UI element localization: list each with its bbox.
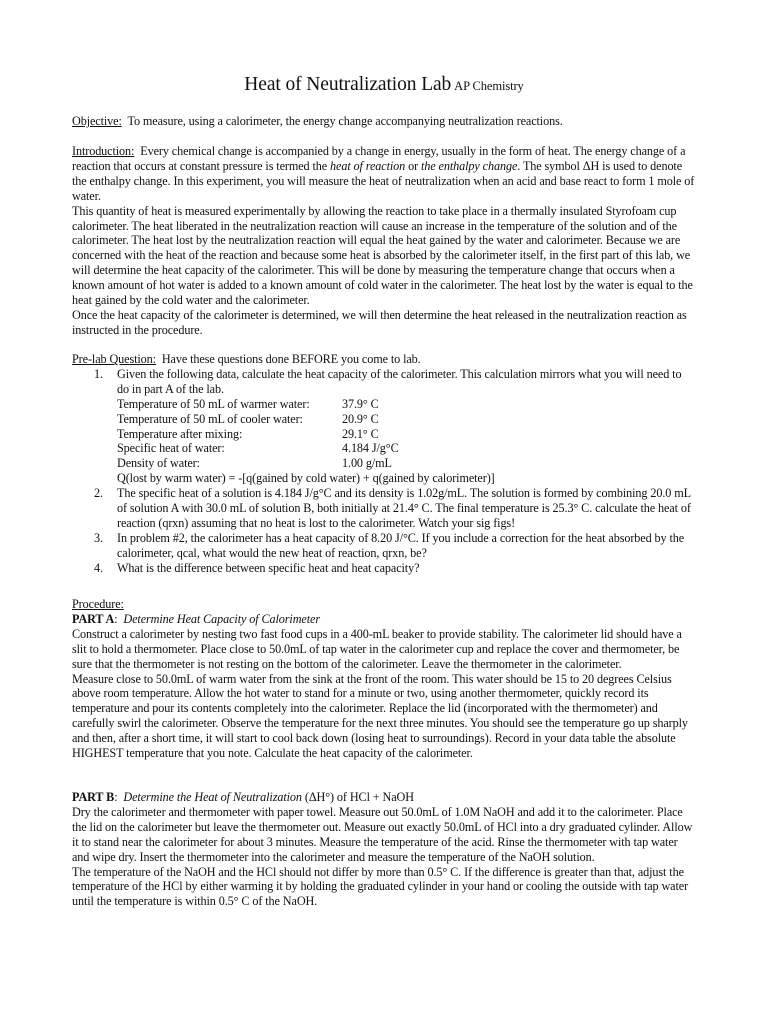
procedure-section	[72, 597, 696, 761]
part-b-suffix: (ΔH°) of HCl + NaOH	[304, 790, 414, 804]
intro-paragraph-3: Once the heat capacity of the calorimeter is determined, we will then determine the heat released in the neutralization reaction as instructed in the procedure.	[72, 307, 687, 337]
intro-paragraph-1	[72, 144, 696, 204]
question-number: 2.	[94, 486, 103, 501]
question-number: 1.	[94, 367, 103, 381]
question-number: 4.	[94, 560, 103, 575]
part-a-paragraph-1: Construct a calorimeter by nesting two fast food cups in a 400-mL beaker to provide stability. The calorimeter lid should have a slit to hold a thermometer. Place close to 50.0mL of tap water in the calorimeter cup and replace the cover and thermometer, be sure that the thermometer is not resting on the bottom of the calorimeter. Leave the thermometer in the calorimeter.	[72, 626, 682, 671]
title-main: Heat of Neutralization Lab	[244, 74, 452, 95]
data-value: 4.184 J/g°C	[342, 441, 399, 456]
calorimeter-formula: Q(lost by warm water) = -[q(gained by cold water) + q(gained by calorimeter)]	[117, 471, 495, 486]
data-value: 1.00 g/mL	[342, 456, 392, 471]
data-value: 29.1° C	[342, 426, 379, 441]
data-label: Temperature of 50 mL of warmer water:	[117, 396, 310, 411]
data-row	[72, 412, 696, 427]
data-value: 37.9° C	[342, 396, 379, 411]
introduction-label: Introduction:	[72, 144, 135, 158]
prelab-heading	[72, 352, 696, 367]
intro-paragraph-2: This quantity of heat is measured experimentally by allowing the reaction to take place in a thermally insulated Styrofoam cup calorimeter. The heat liberated in the neutralization reaction will cause an increase in the temperature of the solution and of the calorimeter. The heat lost by the neutralization reaction will equal the heat gained by the water and calorimeter. Because we are concerned with the heat of the reaction and because some heat is absorbed by the calorimeter itself, in the first part of this lab, we will determine the heat capacity of the calorimeter. This will be done by measuring the temperature change that occurs when a known amount of hot water is added to a known amount of cold water in the calorimeter. The heat lost by the water is equal to the heat gained by the cold water and the calorimeter.	[72, 203, 693, 308]
data-label: Density of water:	[117, 456, 200, 471]
data-label: Specific heat of water:	[117, 441, 225, 456]
prelab-label: Pre-lab Question:	[72, 352, 156, 366]
data-value: 20.9° C	[342, 411, 379, 426]
procedure-label: Procedure:	[72, 597, 124, 611]
prelab-question-2	[72, 486, 696, 531]
document-page	[72, 0, 696, 1024]
part-b-paragraph-1: Dry the calorimeter and thermometer with paper towel. Measure out 50.0mL of 1.0M NaOH and add it to the calorimeter. Place the lid on the calorimeter but leave the thermometer out. Measure out exactly 50.0mL of HCl into a dry graduated cylinder. Allow it to stand near the calorimeter for about 3 minutes. Measure the temperature of the acid. Rinse the thermometer with tap water and wipe dry. Insert the thermometer into the calorimeter and measure the temperature of the NaOH solution.	[72, 804, 693, 864]
intro-term-enthalpy-change: the enthalpy change	[421, 158, 518, 173]
part-a-heading: PART A: Determine Heat Capacity of Calorimeter	[72, 611, 320, 626]
intro-p1-or: or	[405, 158, 422, 173]
part-b-label: PART B	[72, 790, 115, 804]
question-text: The specific heat of a solution is 4.184 J/g°C and its density is 1.02g/mL. The solution is formed by combining 20.0 mL of solution A with 30.0 mL of solution B, both initially at 21.4° C. The final temperature is 25.3° C. calculate the heat of reaction (qrxn) assuming that no heat is lost to the calorimeter. Watch your sig figs!	[117, 486, 691, 530]
question-number: 3.	[94, 530, 103, 545]
data-label: Temperature after mixing:	[117, 426, 243, 441]
part-b-title: Determine the Heat of Neutralization	[123, 790, 302, 804]
objective-label: Objective:	[72, 114, 122, 128]
question-text: Given the following data, calculate the heat capacity of the calorimeter. This calculation mirrors what you will need to do in part A of the lab.	[117, 367, 682, 396]
part-b-section	[72, 790, 696, 909]
question-text: What is the difference between specific heat and heat capacity?	[117, 560, 420, 575]
intro-p1-text-a: Every chemical change is accompanied by a change in energy, usually in the form of heat. The energy change of a reaction that occurs at constant pressure is termed the	[72, 144, 686, 173]
prelab-question-1	[72, 367, 696, 397]
objective-text: To measure, using a calorimeter, the energy change accompanying neutralization reactions.	[127, 114, 563, 128]
part-a-label: PART A	[72, 611, 115, 626]
data-row	[72, 427, 696, 442]
prelab-question-3	[72, 531, 696, 561]
introduction-section	[72, 144, 696, 338]
data-row	[72, 456, 696, 471]
part-b-heading: PART B: Determine the Heat of Neutralization (ΔH°) of HCl + NaOH	[72, 790, 414, 804]
question-text: In problem #2, the calorimeter has a heat capacity of 8.20 J/°C. If you include a correction for the heat absorbed by the calorimeter, qcal, what would the new heat of reaction, qrxn, be?	[117, 530, 685, 560]
data-label: Temperature of 50 mL of cooler water:	[117, 411, 303, 426]
part-a-paragraph-2: Measure close to 50.0mL of warm water from the sink at the front of the room. This water should be 15 to 20 degrees Celsius above room temperature. Allow the hot water to stand for a minute or two, using another thermometer, quickly record its temperature and pour its contents completely into the calorimeter. Replace the lid (incorporated with the thermometer) and carefully swirl the calorimeter. Observe the temperature for the next three minutes. You should see the temperature go up sharply and then, after a short time, it will start to cool back down (losing heat to surroundings). Record in your data table the absolute HIGHEST temperature that you note. Calculate the heat capacity of the calorimeter.	[72, 671, 688, 761]
title-subtitle: AP Chemistry	[454, 79, 524, 93]
prelab-question-list	[72, 367, 696, 576]
prelab-question-4	[72, 561, 696, 576]
intro-term-heat-of-reaction: heat of reaction	[330, 158, 406, 173]
page-title	[72, 74, 696, 95]
objective-section	[72, 114, 696, 129]
prelab-intro: Have these questions done BEFORE you come to lab.	[161, 352, 421, 366]
intro-p1-text-b: . The symbol ΔH is used to denote the enthalpy change. In this experiment, you will measure the heat of neutralization when an acid and base react to form 1 mole of water.	[72, 158, 695, 203]
data-row	[72, 397, 696, 412]
part-a-title: Determine Heat Capacity of Calorimeter	[123, 611, 320, 626]
data-row	[72, 441, 696, 456]
part-b-paragraph-2: The temperature of the NaOH and the HCl should not differ by more than 0.5° C. If the difference is greater than that, adjust the temperature of the HCl by either warming it by holding the graduated cylinder in your hand or cooling the outside with tap water until the temperature is within 0.5° C of the NaOH.	[72, 864, 689, 909]
